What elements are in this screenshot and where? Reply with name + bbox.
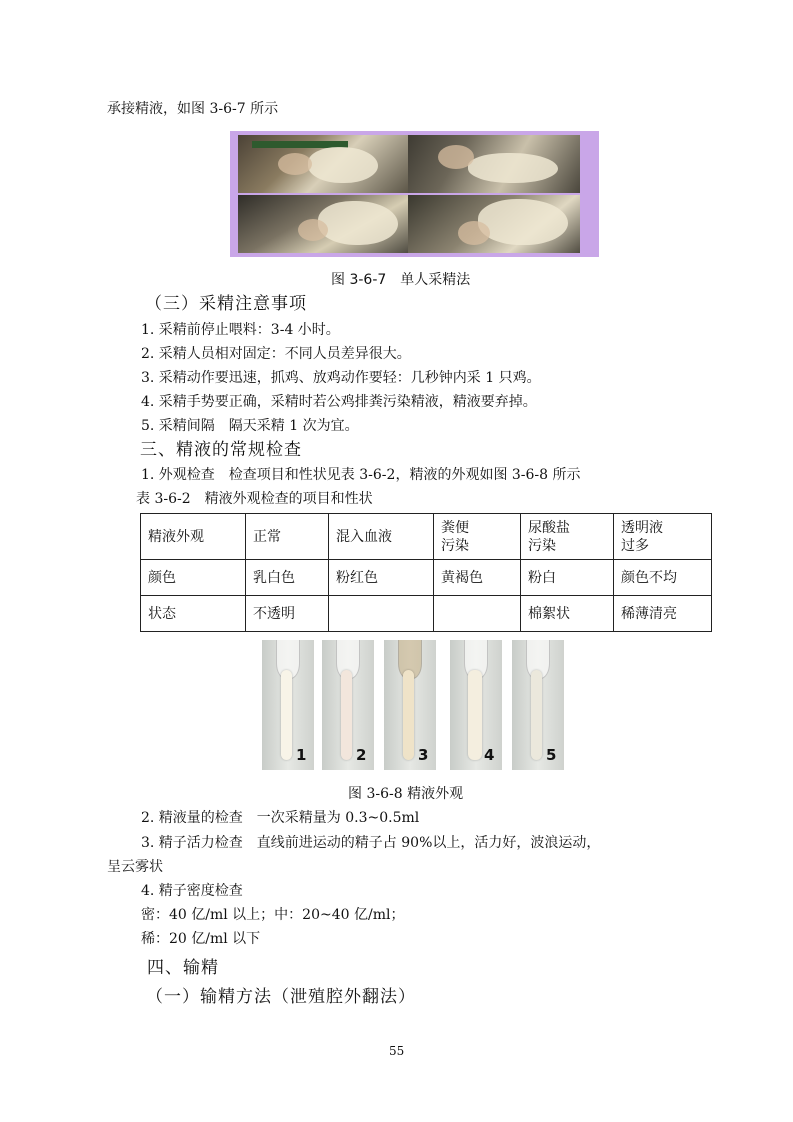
table-cell: 黄褐色 <box>434 560 521 596</box>
figure2-caption: 图 3-6-8 精液外观 <box>348 786 464 802</box>
paragraph: 1. 外观检查 检查项目和性状见表 3-6-2，精液的外观如图 3-6-8 所示 <box>141 467 581 483</box>
table-cell: 乳白色 <box>246 560 329 596</box>
part-heading: 三、精液的常规检查 <box>140 440 302 460</box>
table-cell <box>434 596 521 632</box>
tube-number: 5 <box>546 746 557 764</box>
photo-collection-step-1 <box>238 135 410 193</box>
section-heading: （三）采精注意事项 <box>145 294 307 314</box>
list-item: 3. 采精动作要迅速，抓鸡、放鸡动作要轻：几秒钟内采 1 只鸡。 <box>141 370 541 386</box>
intro-line: 承接精液，如图 3-6-7 所示 <box>107 101 279 117</box>
page-number: 55 <box>389 1044 405 1058</box>
list-item: 2. 采精人员相对固定：不同人员差异很大。 <box>141 346 411 362</box>
list-item: 1. 采精前停止喂料：3-4 小时。 <box>141 322 340 338</box>
semen-tube-photo <box>384 640 436 770</box>
figure-single-person-collection <box>230 131 599 257</box>
tube-number: 4 <box>484 746 495 764</box>
paragraph: 2. 精液量的检查 一次采精量为 0.3~0.5ml <box>141 810 420 826</box>
photo-collection-step-3 <box>238 195 410 253</box>
table-cell: 不透明 <box>246 596 329 632</box>
table-row <box>141 596 712 632</box>
semen-tube-photo <box>512 640 564 770</box>
list-item: 4. 采精手势要正确，采精时若公鸡排粪污染精液，精液要弃掉。 <box>141 394 537 410</box>
paragraph: 呈云雾状 <box>107 859 163 875</box>
semen-tube-photo <box>322 640 374 770</box>
figure1-caption: 图 3-6-7 单人采精法 <box>331 272 471 288</box>
table-cell: 颜色不均 <box>614 560 712 596</box>
paragraph: 稀：20 亿/ml 以下 <box>141 931 261 947</box>
table-header-cell: 精液外观 <box>141 514 246 560</box>
table-header-cell: 粪便 污染 <box>434 514 521 560</box>
photo-collection-step-4 <box>408 195 580 253</box>
table-row <box>141 560 712 596</box>
tube-number: 3 <box>418 746 429 764</box>
table-cell: 稀薄清亮 <box>614 596 712 632</box>
paragraph: 3. 精子活力检查 直线前进运动的精子占 90%以上，活力好，波浪运动， <box>141 835 601 851</box>
part-heading: 四、输精 <box>147 958 219 978</box>
semen-tube-photo <box>262 640 314 770</box>
table-cell: 颜色 <box>141 560 246 596</box>
tube-number: 2 <box>356 746 367 764</box>
table-header-cell: 正常 <box>246 514 329 560</box>
table-cell: 粉白 <box>521 560 614 596</box>
table-cell: 粉红色 <box>329 560 434 596</box>
semen-appearance-table <box>140 513 712 632</box>
table-cell: 状态 <box>141 596 246 632</box>
table-header-cell: 尿酸盐 污染 <box>521 514 614 560</box>
table-cell <box>329 596 434 632</box>
table-header-cell: 透明液 过多 <box>614 514 712 560</box>
paragraph: 4. 精子密度检查 <box>141 883 243 899</box>
table-title: 表 3-6-2 精液外观检查的项目和性状 <box>136 491 373 507</box>
tube-number: 1 <box>296 746 307 764</box>
semen-tube-photo <box>450 640 502 770</box>
table-header-row <box>141 514 712 560</box>
photo-collection-step-2 <box>408 135 580 193</box>
section-heading: （一）输精方法（泄殖腔外翻法） <box>146 987 416 1007</box>
table-cell: 棉絮状 <box>521 596 614 632</box>
paragraph: 密：40 亿/ml 以上；中：20~40 亿/ml； <box>141 907 405 923</box>
list-item: 5. 采精间隔 隔天采精 1 次为宜。 <box>141 418 359 434</box>
table-header-cell: 混入血液 <box>329 514 434 560</box>
